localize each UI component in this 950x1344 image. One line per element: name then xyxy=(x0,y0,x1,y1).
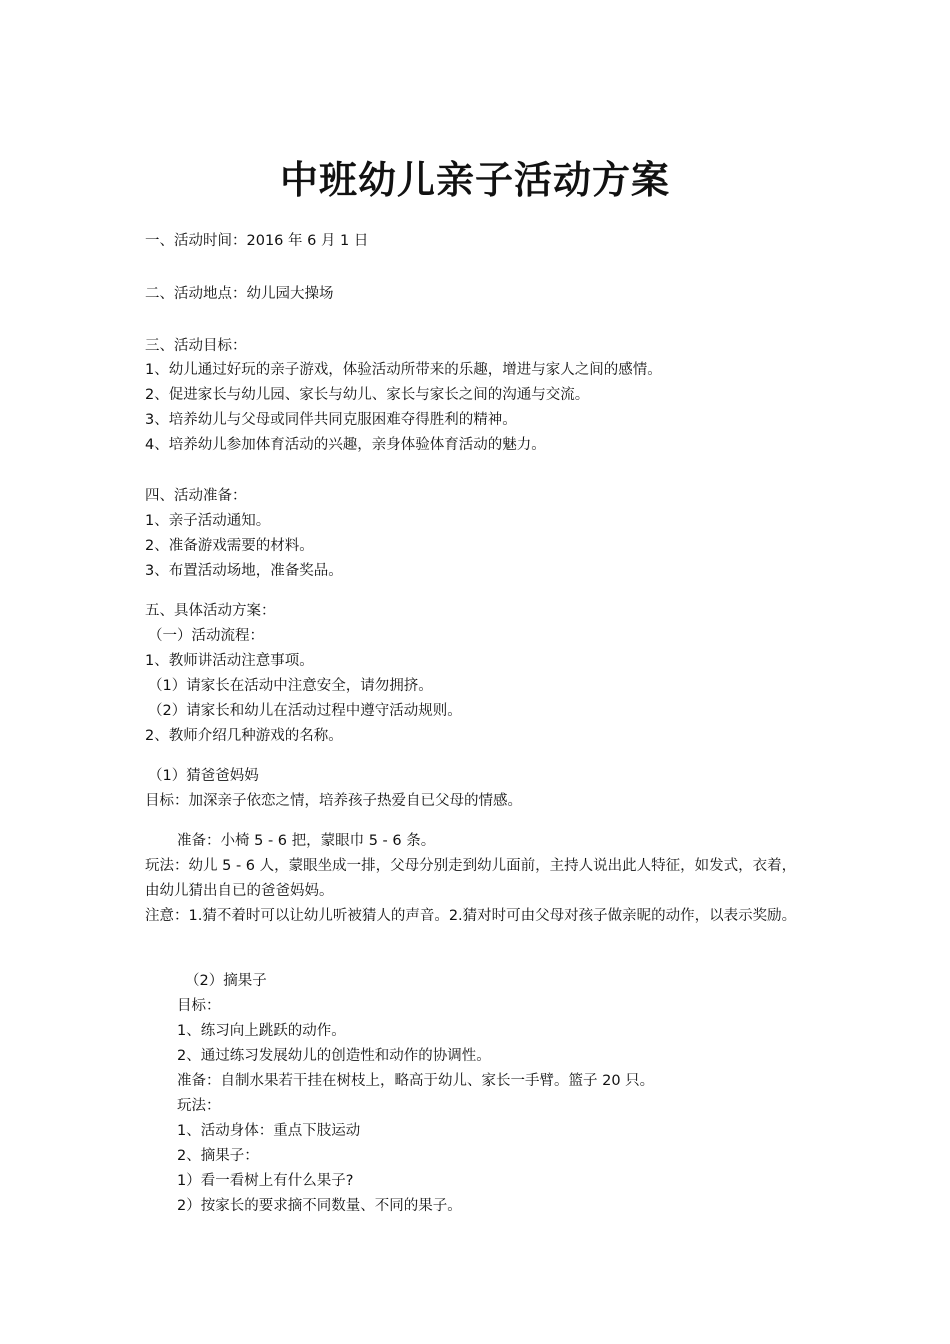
game2-title: （2）摘果子 xyxy=(185,973,267,989)
game2-goal-item: 1、练习向上跳跃的动作。 xyxy=(177,1023,346,1039)
flow-heading: （一）活动流程： xyxy=(148,628,264,644)
goals-heading: 三、活动目标： xyxy=(145,338,247,354)
game2-goal-heading: 目标： xyxy=(177,998,221,1014)
game2-play-heading: 玩法： xyxy=(177,1098,221,1114)
game2-step: 1）看一看树上有什么果子? xyxy=(177,1173,354,1189)
game1-title: （1）猜爸爸妈妈 xyxy=(148,768,259,784)
goal-item: 3、培养幼儿与父母或同伴共同克服困难夺得胜利的精神。 xyxy=(145,412,517,428)
goal-item: 2、促进家长与幼儿园、家长与幼儿、家长与家长之间的沟通与交流。 xyxy=(145,387,590,403)
game2-step: 2、摘果子： xyxy=(177,1148,259,1164)
document-title: 中班幼儿亲子活动方案 xyxy=(279,157,670,202)
plan-heading: 五、具体活动方案： xyxy=(145,603,276,619)
flow-item: （2）请家长和幼儿在活动过程中遵守活动规则。 xyxy=(148,703,462,719)
game2-prep: 准备：自制水果若干挂在树枝上，略高于幼儿、家长一手臂。篮子 20 只。 xyxy=(177,1073,655,1089)
activity-place: 二、活动地点：幼儿园大操场 xyxy=(145,286,334,302)
goal-item: 1、幼儿通过好玩的亲子游戏，体验活动所带来的乐趣，增进与家人之间的感情。 xyxy=(145,362,662,378)
flow-item: 1、教师讲活动注意事项。 xyxy=(145,653,314,669)
game1-goal: 目标：加深亲子依恋之情，培养孩子热爱自已父母的情感。 xyxy=(145,793,522,809)
preparation-heading: 四、活动准备： xyxy=(145,488,247,504)
flow-item: 2、教师介绍几种游戏的名称。 xyxy=(145,728,343,744)
goal-item: 4、培养幼儿参加体育活动的兴趣，亲身体验体育活动的魅力。 xyxy=(145,437,546,453)
activity-time: 一、活动时间：2016 年 6 月 1 日 xyxy=(145,233,369,249)
preparation-item: 1、亲子活动通知。 xyxy=(145,513,271,529)
game1-prep: 准备：小椅 5 - 6 把，蒙眼巾 5 - 6 条。 xyxy=(177,833,436,849)
game2-step: 2）按家长的要求摘不同数量、不同的果子。 xyxy=(177,1198,462,1214)
game2-goal-item: 2、通过练习发展幼儿的创造性和动作的协调性。 xyxy=(177,1048,491,1064)
flow-item: （1）请家长在活动中注意安全，请勿拥挤。 xyxy=(148,678,433,694)
game2-step: 1、活动身体：重点下肢运动 xyxy=(177,1123,361,1139)
preparation-item: 3、布置活动场地，准备奖品。 xyxy=(145,563,343,579)
game1-note: 注意：1.猜不着时可以让幼儿听被猜人的声音。2.猜对时可由父母对孩子做亲昵的动作，以表示奖励。 xyxy=(145,908,797,924)
preparation-item: 2、准备游戏需要的材料。 xyxy=(145,538,314,554)
game1-play: 玩法：幼儿 5 - 6 人，蒙眼坐成一排，父母分别走到幼儿面前，主持人说出此人特征，如发式，衣着，由幼儿猜出自已的爸爸妈妈。 xyxy=(145,858,797,899)
